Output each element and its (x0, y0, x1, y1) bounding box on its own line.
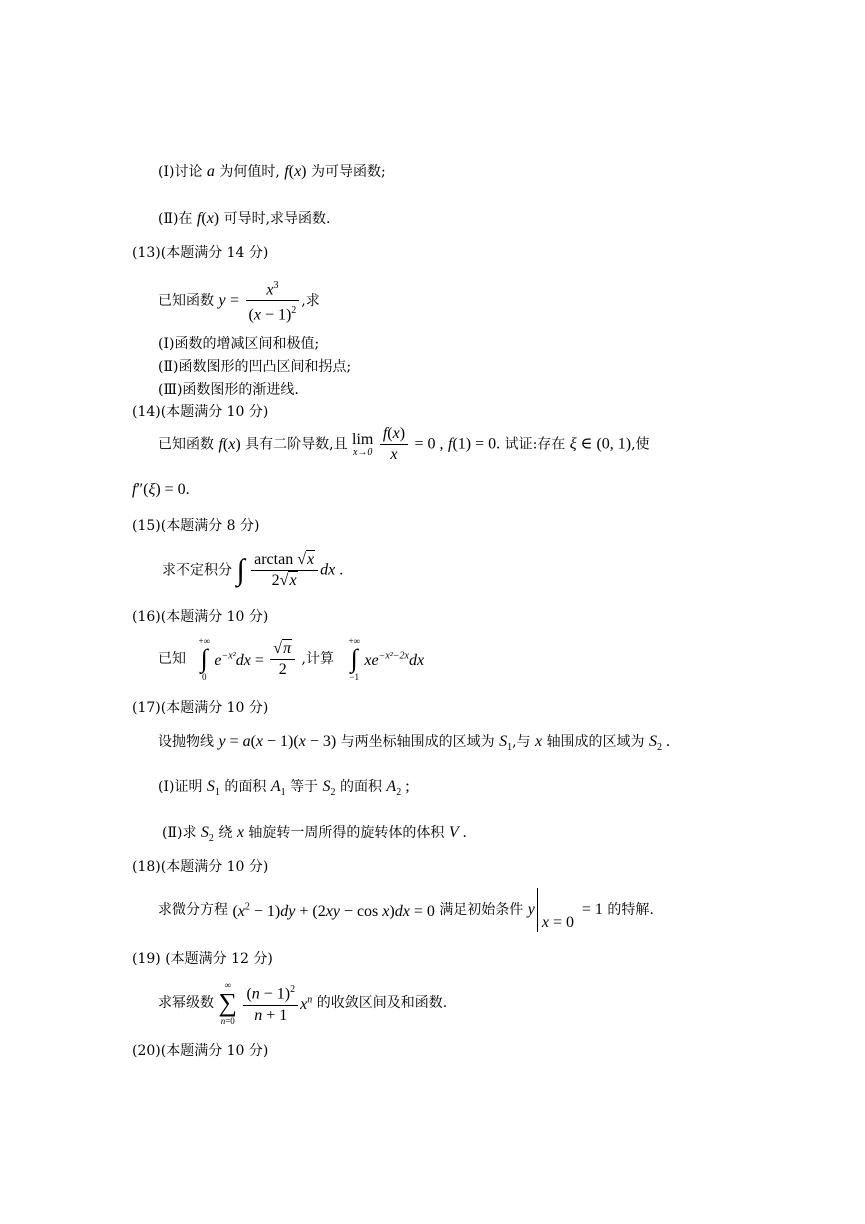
p20-header: (20)(本题满分 10 分) (132, 1043, 269, 1059)
p12-part1: (Ⅰ)讨论 a 为何值时, f(x) 为可导函数; (158, 163, 386, 180)
p15-statement: 求不定积分 ∫ $\frac{\arctan √x}{2√x}$ dx . (162, 551, 344, 589)
p18-statement: 求微分方程 $(x^2 - 1)dy + (2xy - \cos x)dx = 0$ 满足初始条件 y x = 0 = 1 的特解. (158, 888, 654, 932)
p16-statement: 已知 +∞ ∫ 0 $e^{-x^2}dx$ = $\frac{√\pi}{2}$ ,计算 +∞ ∫ −1 $xe^{-x^2-2x}dx$ (158, 636, 425, 682)
p14-statement: 已知函数 f(x) 具有二阶导数,且 lim x→0 $\frac{f(x)}{x}$ = 0 , f(1) = 0. 试证:存在 ξ ∈ (0, 1),使 (158, 425, 650, 463)
p13-header: (13)(本题满分 14 分) (132, 245, 269, 261)
p12-part2: (Ⅱ)在 f(x) 可导时,求导函数. (158, 210, 331, 227)
p18-eval-bar: x = 0 (537, 888, 582, 932)
p17-part2: (Ⅱ)求 $S_2$ 绕 x 轴旋转一周所得的旋转体的体积 V . (162, 824, 467, 845)
p13-intro: 已知函数 y = $\frac{x^3}{(x - 1)^2}$ ,求 (158, 276, 320, 326)
p16-header: (16)(本题满分 10 分) (132, 609, 269, 625)
p13-fraction: $\frac{x^3}{(x - 1)^2}$ (246, 276, 300, 326)
p19-statement: 求幂级数 ∞ ∑ n=0 $\frac{(n - 1)^2}{n + 1}$ $x^n$ 的收敛区间及和函数. (158, 980, 448, 1026)
p13-item-1: (Ⅰ)函数的增减区间和极值; (158, 336, 320, 352)
p13-item-2: (Ⅱ)函数图形的凹凸区间和拐点; (158, 359, 352, 375)
p14-header: (14)(本题满分 10 分) (132, 404, 269, 420)
p13-item-3: (Ⅲ)函数图形的渐进线. (158, 382, 299, 398)
p15-header: (15)(本题满分 8 分) (132, 518, 260, 534)
p19-header: (19) (本题满分 12 分) (132, 951, 273, 967)
p17-statement: 设抛物线 y = a(x − 1)(x − 3) 与两坐标轴围成的区域为 $S_1$,与 x 轴围成的区域为 $S_2$ . (158, 733, 671, 754)
p17-header: (17)(本题满分 10 分) (132, 700, 269, 716)
p17-part1: (Ⅰ)证明 $S_1$ 的面积 $A_1$ 等于 $S_2$ 的面积 $A_2$ ; (158, 778, 410, 799)
p14-conclusion: f″(ξ) = 0. (132, 481, 190, 498)
p18-header: (18)(本题满分 10 分) (132, 859, 269, 875)
